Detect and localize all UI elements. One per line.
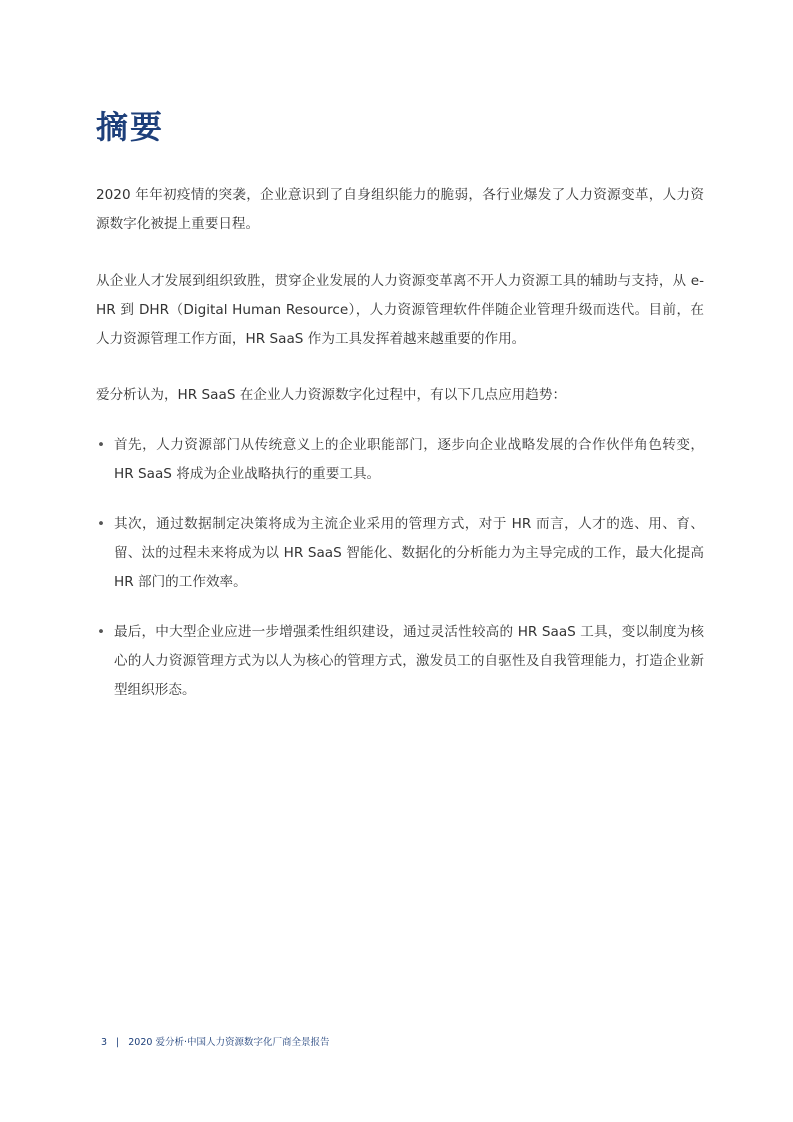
trends-lead-paragraph: 爱分析认为，HR SaaS 在企业人力资源数字化过程中，有以下几点应用趋势： <box>96 387 567 403</box>
trend-bullet-item <box>96 431 704 489</box>
report-title: 2020 爱分析·中国人力资源数字化厂商全景报告 <box>128 1037 330 1048</box>
trend-bullet-text: 首先，人力资源部门从传统意义上的企业职能部门，逐步向企业战略发展的合作伙伴角色转变，HR SaaS 将成为企业战略执行的重要工具。 <box>114 437 704 482</box>
bullet-dot-icon: • <box>96 624 106 640</box>
trend-bullet-item <box>96 618 704 705</box>
bullet-dot-icon: • <box>96 437 106 453</box>
trend-bullet-item <box>96 510 704 597</box>
footer-separator: | <box>116 1037 120 1048</box>
page-title: 摘要 <box>96 108 165 146</box>
bullet-dot-icon: • <box>96 516 106 532</box>
hr-tools-paragraph: 从企业人才发展到组织致胜，贯穿企业发展的人力资源变革离不开人力资源工具的辅助与支持，从 e-HR 到 DHR（Digital Human Resource），人力资源管理软件伴随企业管理升级而迭代。目前，在人力资源管理工作方面，HR SaaS 作为工具发挥着越来越重要的作用。 <box>96 273 704 347</box>
trend-bullet-text: 其次，通过数据制定决策将成为主流企业采用的管理方式，对于 HR 而言，人才的选、用、育、留、汰的过程未来将成为以 HR SaaS 智能化、数据化的分析能力为主导完成的工作，最大化提高 HR 部门的工作效率。 <box>114 516 704 590</box>
page-footer <box>101 1035 329 1051</box>
page-number: 3 <box>101 1037 108 1048</box>
trend-bullet-text: 最后，中大型企业应进一步增强柔性组织建设，通过灵活性较高的 HR SaaS 工具，变以制度为核心的人力资源管理方式为以人为核心的管理方式，激发员工的自驱性及自我管理能力，打造企业新型组织形态。 <box>114 624 704 698</box>
intro-paragraph: 2020 年年初疫情的突袭，企业意识到了自身组织能力的脆弱，各行业爆发了人力资源变革，人力资源数字化被提上重要日程。 <box>96 187 704 232</box>
trend-bullet-list <box>96 431 704 726</box>
